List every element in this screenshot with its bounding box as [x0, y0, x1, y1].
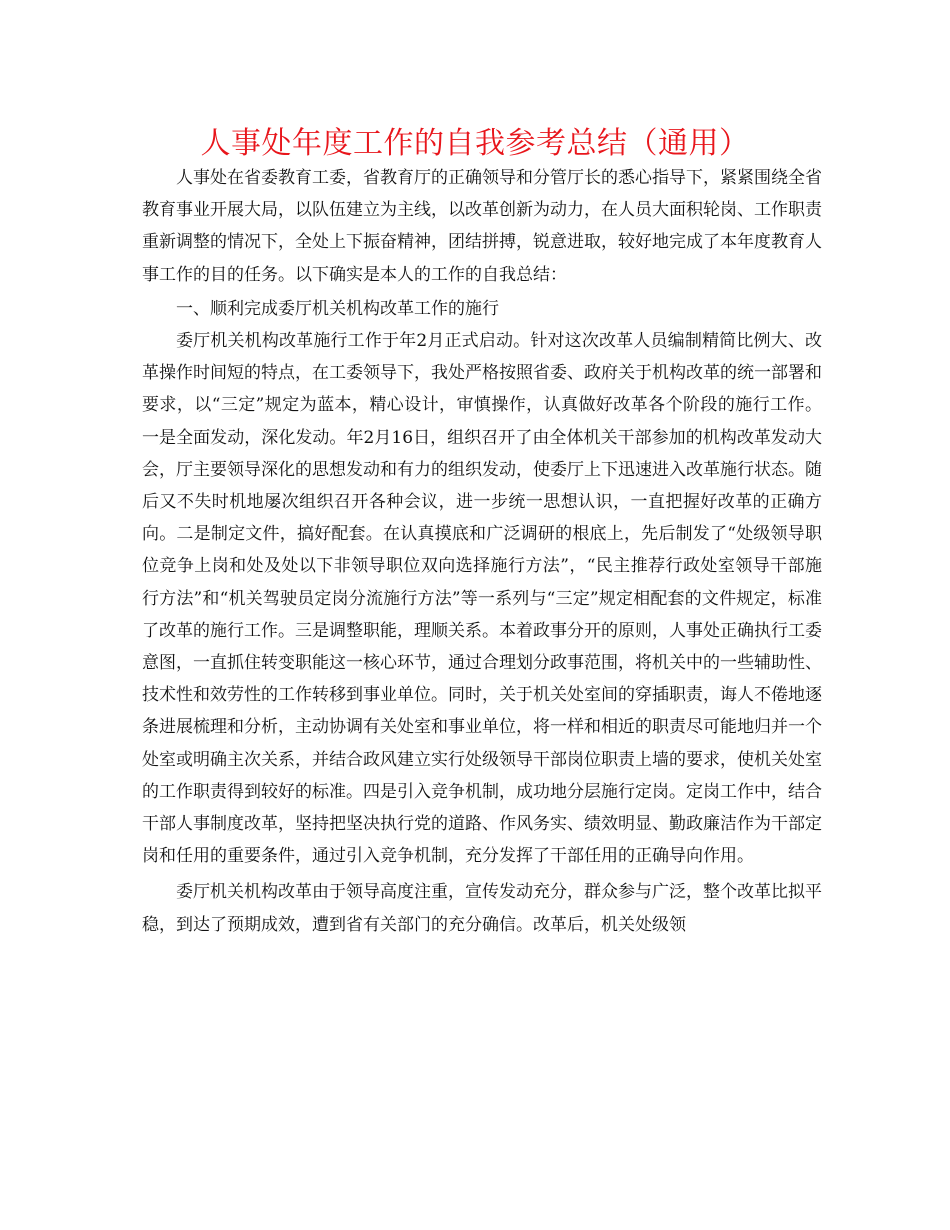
section-heading: 一、顺利完成委厅机关机构改革工作的施行 — [176, 298, 499, 319]
reform-paragraph: 委厅机关机构改革施行工作于年2月正式启动。针对这次改革人员编制精简比例大、改革操作时间短的特点，在工委领导下，我处严格按照省委、政府关于机构改革的统一部署和要求，以“三定”规定为蓝本，精心设计，审慎操作，认真做好改革各个阶段的施行工作。一是全面发动，深化发动。年2月16日，组织召开了由全体机关干部参加的机构改革发动大会，厅主要领导深化的思想发动和有力的组织发动，使委厅上下迅速进入改革施行状态。随后又不失时机地屡次组织召开各种会议，进一步统一思想认识，一直把握好改革的正确方向。二是制定文件，搞好配套。在认真摸底和广泛调研的根底上，先后制发了“处级领导职位竞争上岗和处及处以下非领导职位双向选择施行方法”，“民主推荐行政处室领导干部施行方法”和“机关驾驶员定岗分流施行方法”等一系列与“三定”规定相配套的文件规定，标准了改革的施行工作。三是调整职能，理顺关系。本着政事分开的原则，人事处正确执行工委意图，一直抓住转变职能这一核心环节，通过合理划分政事范围，将机关中的一些辅助性、技术性和效劳性的工作转移到事业单位。同时，关于机关处室间的穿插职责，诲人不倦地逐条进展梳理和分析，主动协调有关处室和事业单位，将一样和相近的职责尽可能地归并一个处室或明确主次关系，并结合政风建立实行处级领导干部岗位职责上墙的要求，使机关处室的工作职责得到较好的标准。四是引入竞争机制，成功地分层施行定岗。定岗工作中，结合干部人事制度改革，坚持把坚决执行党的道路、作风务实、绩效明显、勤政廉洁作为干部定岗和任用的重要条件，通过引入竞争机制，充分发挥了干部任用的正确导向作用。 — [142, 331, 822, 867]
document-body — [142, 162, 822, 941]
intro-paragraph: 人事处在省委教育工委，省教育厅的正确领导和分管厅长的悉心指导下，紧紧围绕全省教育事业开展大局，以队伍建立为主线，以改革创新为动力，在人员大面积轮岗、工作职责重新调整的情况下，全处上下振奋精神，团结拼搏，锐意进取，较好地完成了本年度教育人事工作的目的任务。以下确实是本人的工作的自我总结： — [142, 168, 822, 285]
document-title: 人事处年度工作的自我参考总结（通用） — [200, 126, 750, 161]
result-paragraph: 委厅机关机构改革由于领导高度注重，宣传发动充分，群众参与广泛，整个改革比拟平稳，到达了预期成效，遭到省有关部门的充分确信。改革后，机关处级领 — [142, 882, 822, 935]
